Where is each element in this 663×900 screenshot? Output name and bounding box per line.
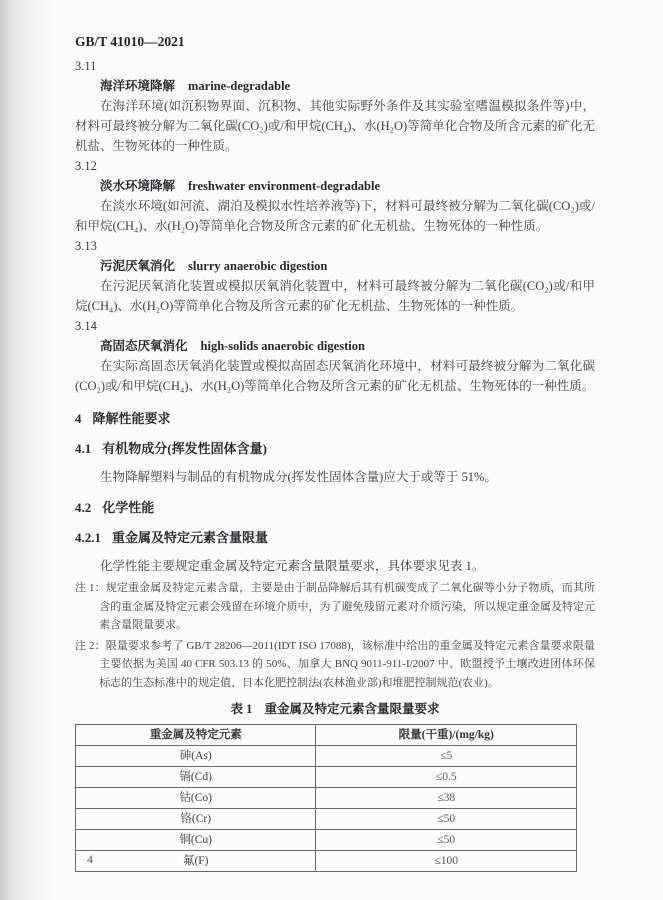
element-cell: 镉(Cd)	[76, 767, 316, 788]
document-header: GB/T 41010—2021	[75, 34, 185, 49]
limit-cell: ≤50	[316, 830, 577, 851]
clause-title: 化学性能	[102, 500, 155, 515]
clause-4-2-heading	[75, 498, 595, 517]
term-heading	[75, 176, 595, 196]
term-title-en: high-solids anaerobic digestion	[200, 339, 365, 353]
term-number: 3.13	[75, 239, 97, 253]
term-title-zh: 海洋环境降解	[100, 79, 176, 93]
limit-cell: ≤100	[316, 851, 577, 872]
note-label: 注 2：	[75, 639, 106, 652]
table-title: 重金属及特定元素含量限量要求	[264, 702, 440, 716]
limit-cell: ≤0.5	[316, 767, 577, 788]
terms-section	[75, 56, 595, 396]
heavy-metal-limits-table	[75, 724, 577, 872]
notes-block	[75, 579, 595, 692]
limit-cell: ≤50	[316, 809, 577, 830]
clause-number: 4.1	[75, 441, 92, 456]
term-definition: 在淡水环境(如河流、湖泊及模拟水性培养液等)下，材料可最终被分解为二氧化碳(CO₂)或/和甲烷(CH₄)、水(H₂O)等简单化合物及所含元素的矿化无机盐、生物死体的一种性质。	[75, 199, 595, 233]
term-heading	[75, 76, 595, 96]
term-title-zh: 高固态厌氧消化	[100, 339, 188, 353]
clause-number: 4.2	[75, 500, 92, 515]
clause-title: 有机物成分(挥发性固体含量)	[102, 441, 267, 456]
term-definition: 在污泥厌氧消化装置或模拟厌氧消化装置中，材料可最终被分解为二氧化碳(CO₂)或/和甲烷(CH₄)、水(H₂O)等简单化合物及所含元素的矿化无机盐、生物死体的一种性质。	[75, 279, 595, 313]
term-heading	[75, 336, 595, 356]
column-header-element: 重金属及特定元素	[76, 725, 316, 746]
term-block-3-13	[75, 236, 595, 316]
clause-4-1-heading	[75, 439, 595, 458]
note-text: 限量要求参考了 GB/T 28206—2011(IDT ISO 17088)，该标准中给出的重金属及特定元素含量要求限量主要依据为美国 40 CFR 503.13 的 50%、加拿大 BNQ 9011-911-I/2007 中、欧盟授予土壤改进团体环保标志的生态标准中的规定值、日本化肥控制法(农林渔业部)和堆肥控制规范(农业)。	[99, 639, 595, 689]
term-number: 3.12	[75, 159, 97, 173]
clause-4-2-1-body: 化学性能主要规定重金属及特定元素含量限量要求，具体要求见表 1。	[100, 559, 485, 573]
note-text: 规定重金属及特定元素含量，主要是由于制品降解后其有机碳变成了二氧化碳等小分子物质，而其所含的重金属及特定元素会残留在环境介质中，为了避免残留元素对介质污染，所以规定重金属及特定元素含量限量要求。	[99, 582, 596, 631]
note-label: 注 1：	[75, 582, 106, 594]
clause-4-1-body: 生物降解塑料与制品的有机物成分(挥发性固体含量)应大于或等于 51%。	[100, 470, 497, 484]
term-block-3-12	[75, 156, 595, 236]
table-row	[76, 851, 577, 872]
element-cell: 铜(Cu)	[76, 830, 316, 851]
element-cell: 铬(Cr)	[76, 809, 316, 830]
clause-title: 降解性能要求	[92, 411, 171, 426]
term-title-en: freshwater environment-degradable	[188, 179, 381, 193]
table-1-caption	[75, 700, 595, 718]
clause-number: 4	[75, 411, 82, 426]
table-header-row	[76, 725, 577, 746]
element-cell: 氟(F)	[76, 851, 316, 872]
element-cell: 砷(As)	[76, 746, 316, 767]
term-title-en: slurry anaerobic digestion	[188, 259, 328, 273]
term-block-3-14	[75, 316, 595, 396]
element-cell: 钴(Co)	[76, 788, 316, 809]
table-row	[76, 767, 577, 788]
term-number: 3.11	[75, 59, 97, 73]
table-row	[76, 788, 577, 809]
term-title-en: marine-degradable	[188, 79, 291, 93]
table-label: 表 1	[230, 702, 253, 716]
limit-cell: ≤5	[316, 746, 577, 767]
term-heading	[75, 256, 595, 276]
term-definition: 在实际高固态厌氧消化装置或模拟高固态厌氧消化环境中，材料可最终被分解为二氧化碳(CO₂)或/和甲烷(CH₄)、水(H₂O)等简单化合物及所含元素的矿化无机盐、生物死体的一种性质。	[75, 359, 595, 393]
term-number: 3.14	[75, 319, 97, 333]
section-4-heading	[75, 409, 595, 428]
term-title-zh: 污泥厌氧消化	[100, 259, 176, 273]
table-row	[76, 746, 577, 767]
clause-number: 4.2.1	[75, 530, 101, 545]
clause-4-2-1-heading	[75, 528, 595, 547]
note-2	[75, 637, 595, 693]
limit-cell: ≤38	[316, 788, 577, 809]
term-title-zh: 淡水环境降解	[100, 179, 176, 193]
page-number: 4	[87, 852, 93, 866]
term-block-3-11	[75, 56, 595, 156]
note-1	[75, 579, 595, 635]
table-row	[76, 809, 577, 830]
clause-title: 重金属及特定元素含量限量	[112, 530, 269, 545]
term-definition: 在海洋环境(如沉积物界面、沉积物、其他实际野外条件及其实验室嗜温模拟条件等)中，材料可最终被分解为二氧化碳(CO₂)或/和甲烷(CH₄)、水(H₂O)等简单化合物及所含元素的矿化无机盐、生物死体的一种性质。	[75, 99, 595, 153]
table-row	[76, 830, 577, 851]
column-header-limit: 限量(干重)/(mg/kg)	[316, 725, 577, 746]
